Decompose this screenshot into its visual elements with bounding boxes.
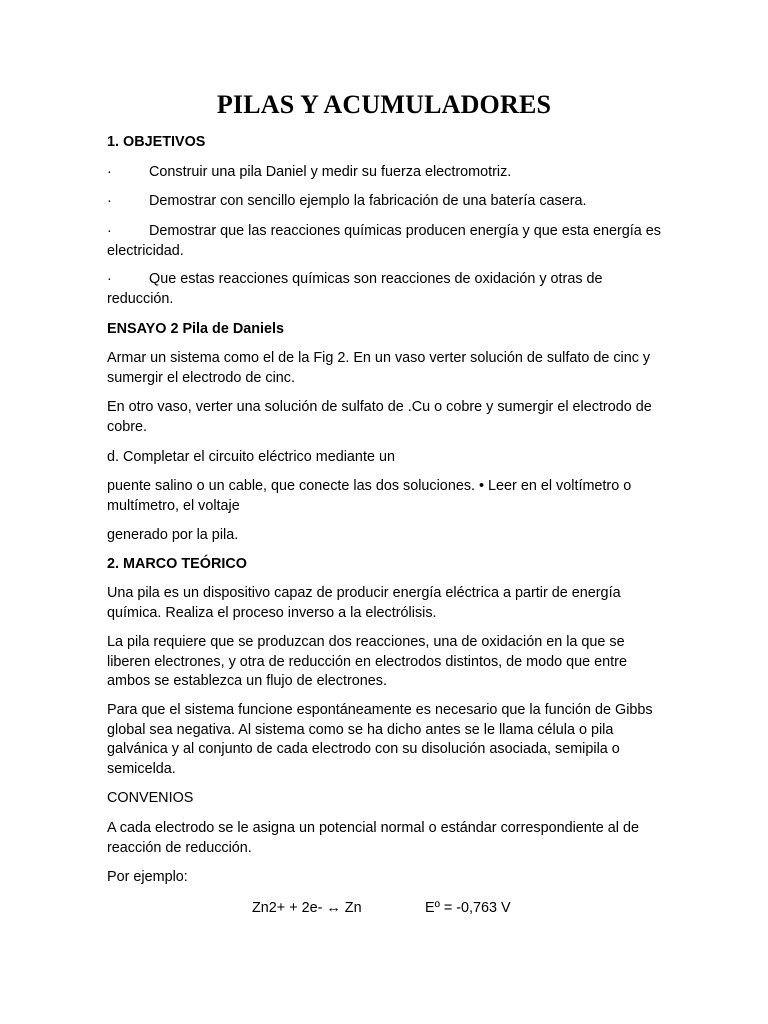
paragraph: A cada electrodo se le asigna un potencial normal o estándar correspondiente al de reacción de reducción. [107,820,640,856]
equation-reaction: Zn2+ + 2e- ↔ Zn [252,900,362,916]
bullet-text: Demostrar que las reacciones químicas producen energía y que esta energía es electricidad. [107,223,661,259]
bullet-mark: · [107,223,112,239]
page-title: PILAS Y ACUMULADORES [216,90,552,119]
bullet-text: Construir una pila Daniel y medir su fuerza electromotriz. [149,164,512,180]
paragraph: La pila requiere que se produzcan dos reacciones, una de oxidación en la que se liberen electrones, y otra de reducción en electrodos distintos, de modo que entre ambos se establezca un flujo de electrones. [107,634,627,689]
bullet-item [107,163,667,183]
section-heading-convenios: CONVENIOS [107,790,194,806]
bullet-mark: · [107,271,112,287]
paragraph: Para que el sistema funcione espontáneamente es necesario que la función de Gibbs global sea negativa. Al sistema como se ha dicho antes se le llama célula o pila galvánica y al conjunto de cada electrodo con su disolución asociada, semipila o semicelda. [107,702,653,777]
paragraph: Una pila es un dispositivo capaz de producir energía eléctrica a partir de energía química. Realiza el proceso inverso a la electrólisis. [107,585,621,621]
bullet-text: Demostrar con sencillo ejemplo la fabricación de una batería casera. [149,193,587,209]
bullet-item [107,270,667,309]
equation-potential: Eº = -0,763 V [425,900,511,916]
paragraph: Por ejemplo: [107,869,188,885]
bullet-item [107,222,667,261]
paragraph: d. Completar el circuito eléctrico mediante un [107,449,395,465]
section-heading-objetivos: 1. OBJETIVOS [107,134,206,150]
paragraph: generado por la pila. [107,527,239,543]
section-heading-ensayo: ENSAYO 2 Pila de Daniels [107,321,285,337]
section-heading-marco-teorico: 2. MARCO TEÓRICO [107,556,247,572]
paragraph: Armar un sistema como el de la Fig 2. En un vaso verter solución de sulfato de cinc y sumergir el electrodo de cinc. [107,350,651,386]
paragraph: En otro vaso, verter una solución de sulfato de .Cu o cobre y sumergir el electrodo de cobre. [107,399,652,435]
bullet-text: Que estas reacciones químicas son reacciones de oxidación y otras de reducción. [107,271,603,307]
bullet-mark: · [107,164,112,180]
bullet-item [107,192,667,212]
bullet-mark: · [107,193,112,209]
paragraph: puente salino o un cable, que conecte las dos soluciones. • Leer en el voltímetro o multímetro, el voltaje [107,478,632,514]
